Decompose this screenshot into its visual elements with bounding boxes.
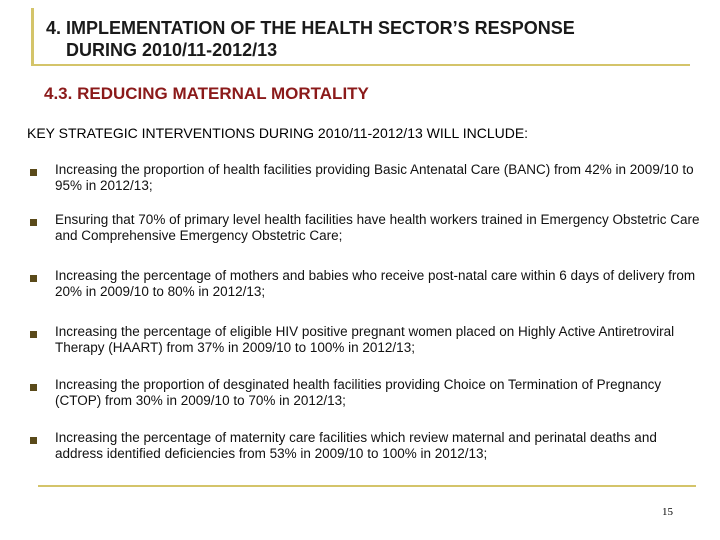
bullet-square-icon	[30, 384, 37, 391]
bullet-square-icon	[30, 275, 37, 282]
bullet-text: Increasing the proportion of desginated health facilities providing Choice on Termination of Pregnancy (CTOP) from 30% in 2009/10 to 70% in 2012/13;	[55, 377, 662, 408]
bullet-text: Increasing the percentage of eligible HIV positive pregnant women placed on Highly Active Antiretroviral Therapy (HAART) from 37% in 2009/10 to 100% in 2012/13;	[55, 324, 675, 355]
bullet-square-icon	[30, 169, 37, 176]
slide-title-line-2: DURING 2010/11-2012/13	[66, 40, 278, 60]
bullet-square-icon	[30, 437, 37, 444]
slide-title-line-1: 4. IMPLEMENTATION OF THE HEALTH SECTOR’S RESPONSE	[46, 18, 575, 38]
bullet-square-icon	[30, 331, 37, 338]
footer-divider	[38, 485, 696, 487]
bullet-square-icon	[30, 219, 37, 226]
page-number: 15	[662, 506, 673, 518]
title-divider	[32, 64, 690, 66]
bullet-text: Ensuring that 70% of primary level health facilities have health workers trained in Emergency Obstetric Care and Comprehensive Emergency Obstetric Care;	[55, 212, 700, 243]
slide-title	[46, 17, 575, 61]
bullet-text: Increasing the percentage of maternity care facilities which review maternal and perinatal deaths and address identified deficiencies from 53% in 2009/10 to 100% in 2012/13;	[55, 430, 657, 461]
bullet-text: Increasing the percentage of mothers and babies who receive post-natal care within 6 days of delivery from 20% in 2009/10 to 80% in 2012/13;	[55, 268, 696, 299]
intro-heading: KEY STRATEGIC INTERVENTIONS DURING 2010/11-2012/13 WILL INCLUDE:	[27, 125, 529, 141]
title-accent-bar	[31, 8, 34, 66]
section-subtitle: 4.3. REDUCING MATERNAL MORTALITY	[44, 84, 369, 103]
bullet-text: Increasing the proportion of health facilities providing Basic Antenatal Care (BANC) from 42% in 2009/10 to 95% in 2012/13;	[55, 162, 694, 193]
